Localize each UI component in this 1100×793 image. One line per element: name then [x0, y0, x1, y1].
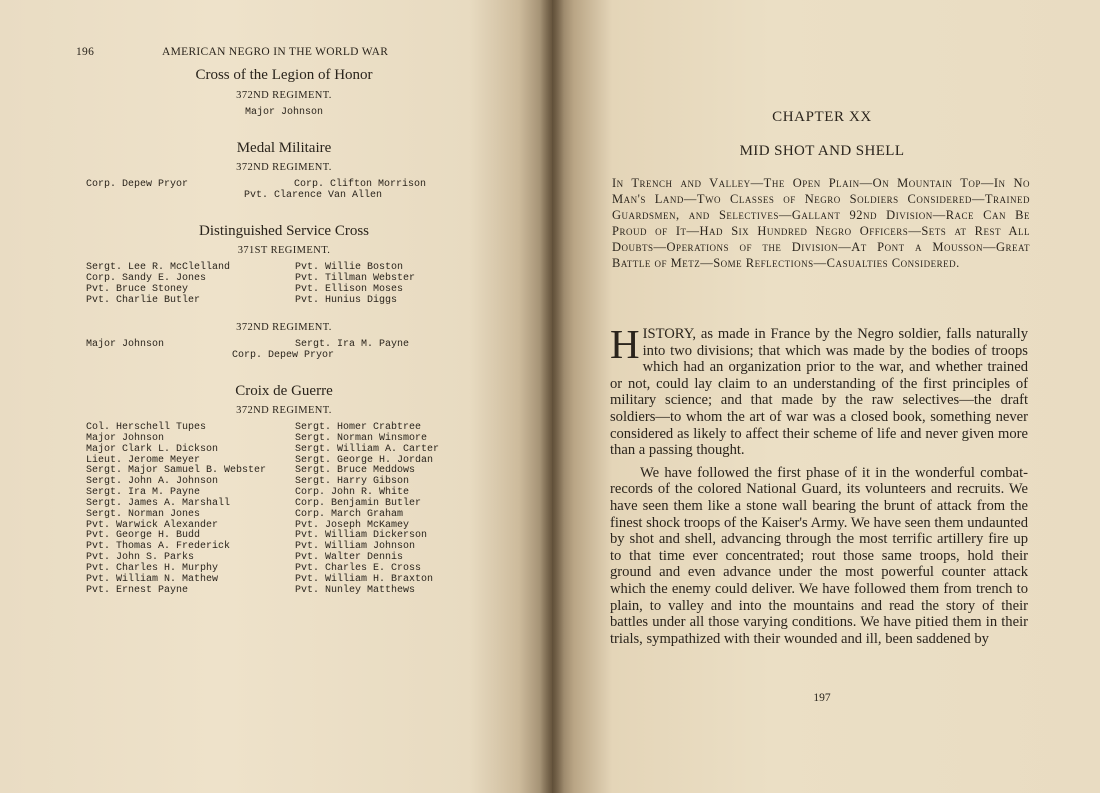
list-item: Pvt. Bruce Stoney [86, 283, 189, 295]
list-item: Pvt. Joseph McKamey [295, 519, 410, 531]
list-item: Pvt. Ellison Moses [295, 283, 404, 295]
list-item: Col. Herschell Tupes [86, 422, 207, 433]
dsc-title: Distinguished Service Cross [199, 223, 369, 239]
dsc-regiment-372: 372ND REGIMENT. [236, 322, 332, 333]
list-item: Sergt. William A. Carter [295, 443, 440, 455]
list-item: Pvt. William N. Mathew [86, 573, 219, 585]
list-item: Corp. March Graham [295, 508, 404, 520]
croix-right-list [295, 423, 439, 597]
legion-of-honor-regiment: 372ND REGIMENT. [236, 90, 332, 101]
list-item: Corp. John R. White [295, 487, 410, 499]
list-item: Sergt. Bruce Meddows [295, 465, 416, 477]
dsc-regiment-371: 371ST REGIMENT. [237, 245, 331, 256]
list-item: Pvt. Walter Dennis [295, 552, 404, 564]
drop-cap: H [610, 321, 640, 367]
chapter-number: CHAPTER XX [772, 109, 872, 125]
list-item: Pvt. Ernest Payne [86, 584, 189, 596]
list-item: Corp. Benjamin Butler [295, 497, 422, 509]
paragraph-1 [610, 321, 1028, 459]
list-item: Sergt. Lee R. McClelland [86, 262, 231, 273]
list-item: Pvt. Charles E. Cross [295, 562, 422, 574]
dsc-371-left-list [86, 263, 230, 306]
list-item: Pvt. George H. Budd [86, 530, 201, 542]
list-item: Sergt. Norman Jones [86, 508, 201, 520]
chapter-synopsis [612, 175, 1030, 272]
dsc-372-name-3: Corp. Depew Pryor [232, 350, 335, 361]
list-item: Pvt. Thomas A. Frederick [86, 541, 231, 553]
list-item: Pvt. Warwick Alexander [86, 519, 219, 531]
dsc-371-right-list [295, 263, 415, 306]
list-item: Pvt. Hunius Diggs [295, 294, 398, 306]
dsc-372-name-1: Major Johnson [86, 339, 165, 350]
chapter-body [610, 321, 1028, 647]
list-item: Lieut. Jerome Meyer [86, 454, 201, 466]
medal-militaire-regiment: 372ND REGIMENT. [236, 162, 332, 173]
legion-of-honor-title: Cross of the Legion of Honor [195, 67, 373, 83]
medal-militaire-name-2: Corp. Clifton Morrison [294, 179, 427, 190]
list-item: Sergt. Major Samuel B. Webster [86, 465, 267, 477]
legion-of-honor-name: Major Johnson [244, 107, 323, 118]
list-item: Pvt. Charles H. Murphy [86, 562, 219, 574]
list-item: Pvt. John S. Parks [86, 552, 195, 564]
left-page-number: 196 [76, 46, 95, 58]
list-item: Pvt. Willie Boston [295, 262, 404, 273]
running-title: AMERICAN NEGRO IN THE WORLD WAR [162, 46, 389, 58]
dsc-372-name-2: Sergt. Ira M. Payne [295, 339, 410, 350]
list-item: Sergt. Norman Winsmore [295, 432, 428, 444]
croix-de-guerre-title: Croix de Guerre [235, 383, 333, 399]
medal-militaire-name-1: Corp. Depew Pryor [86, 179, 189, 190]
croix-de-guerre-regiment: 372ND REGIMENT. [236, 405, 332, 416]
list-item: Pvt. Charlie Butler [86, 294, 201, 306]
chapter-title: MID SHOT AND SHELL [739, 143, 905, 159]
list-item: Sergt. James A. Marshall [86, 497, 231, 509]
list-item: Sergt. Harry Gibson [295, 476, 410, 488]
paragraph-1-text: ISTORY, as made in France by the Negro soldier, falls naturally into two divisions; that which was made by the bodies of troops which had an organization prior to the war, and whether trained or not, could lay claim to an understanding of the first principles of military science; and that made by the raw selectives—the draft soldiers—to whom the art of war was a closed book, something never considered as likely to affect their scheme of life and never given more than a passing thought. [610, 326, 1028, 459]
list-item: Sergt. Ira M. Payne [86, 487, 201, 499]
list-item: Major Johnson [86, 432, 165, 444]
list-item: Sergt. Homer Crabtree [295, 422, 422, 433]
list-item: Pvt. Tillman Webster [295, 272, 416, 284]
croix-left-list [86, 423, 266, 597]
list-item: Pvt. Nunley Matthews [295, 584, 416, 596]
paragraph-2: We have followed the first phase of it in the wonderful combat-records of the colored National Guard, its volunteers and recruits. We have seen them like a stone wall bearing the brunt of attack from the finest shock troops of the Kaiser's Army. We have seen them undaunted by shot and shell, advancing through the most terrific artillery fire up to that time ever concentrated; rout those same troops, hold their ground and even advance under the most powerful counter attack which the enemy could deliver. We have followed them from trench to plain, to valley and into the mountains and read the story of their battles under all those varying conditions. We have pitied them in their trials, sympathized with their wounded and ill, been saddened by [610, 464, 1028, 647]
list-item: Pvt. William Dickerson [295, 530, 428, 542]
medal-militaire-name-3: Pvt. Clarence Van Allen [244, 190, 383, 201]
list-item: Pvt. William Johnson [295, 541, 416, 553]
list-item: Sergt. John A. Johnson [86, 476, 219, 488]
list-item: Major Clark L. Dickson [86, 443, 219, 455]
book-gutter [540, 0, 564, 793]
medal-militaire-title: Medal Militaire [236, 140, 332, 156]
list-item: Pvt. William H. Braxton [295, 573, 434, 585]
list-item: Sergt. George H. Jordan [295, 454, 434, 466]
synopsis-text: In Trench and Valley—The Open Plain—On Mountain Top—In No Man's Land—Two Classes of Negro Soldiers Considered—Trained Guardsmen, and Selectives—Gallant 92nd Division—Race Can Be Proud of It—Had Six Hundred Negro Officers—Sets at Rest All Doubts—Operations of the Division—At Pont a Mousson—Great Battle of Metz—Some Reflections—Casualties Considered. [612, 176, 1030, 271]
right-page-number: 197 [813, 692, 831, 704]
list-item: Corp. Sandy E. Jones [86, 272, 207, 284]
